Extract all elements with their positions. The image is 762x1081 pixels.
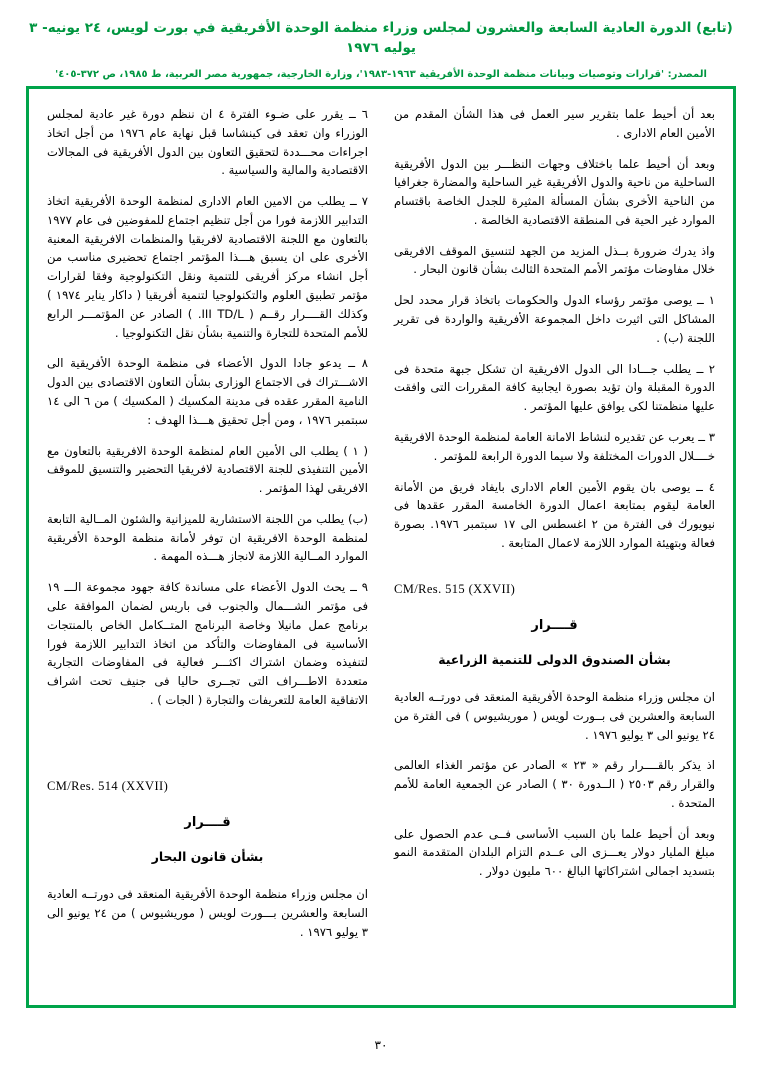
paragraph: (ب) يطلب من اللجنة الاستشارية للميزانية والشئون المــالية التابعة لمنظمة الوحدة الافريقية ان توفر لأمانة منظمة الوحدة الأفريقية الموارد المــالية اللازمة لانجاز هـــذه المهمة . <box>47 511 368 564</box>
resolution-id: CM/Res. 515 (XXVII) <box>394 581 516 596</box>
page-number: ٣٠ <box>374 1038 388 1052</box>
two-column-layout <box>29 89 733 1005</box>
resolution-subject: بشأن قانون البحار <box>151 848 264 864</box>
paragraph: ١ ــ يوصى مؤتمر رؤساء الدول والحكومات باتخاذ قرار محدد لحل المشاكل التى اثيرت داخل المجموعة الأفريقية والواردة فى تقرير اللجنة (ب) . <box>394 293 715 345</box>
paragraph: وبعد أن أحيط علما بان السبب الأساسى فــى عدم الحصول على مبلغ المليار دولار يعـــزى الى عــدم التزام البلدان المتقدمة النمو بتسديد اجمالى اشتراكاتها البالغ ٦٠٠ مليون دولار . <box>394 826 715 879</box>
paragraph: ان مجلس وزراء منظمة الوحدة الأفريقية المنعقد فى دورتــه العادية السابعة والعشرين فى بــورت لويس ( موريشيوس ) فى الفترة من ٢٤ يونيو الى ٣ يوليو ١٩٧٦ . <box>394 690 715 742</box>
paragraph: ٦ ــ يقرر على ضـوء الفترة ٤ ان ننظم دورة غير عادية لمجلس الوزراء وان تعقد فى كينشاسا قبل نهاية عام ١٩٧٦ من أجل اتخاذ اجراءات محـــددة لتحقيق التعاون بين الدول الأفريقية فى المجالات الاقتصادية والمالية والسياسية . <box>47 107 368 178</box>
paragraph: ٣ ــ يعرب عن تقديره لنشاط الامانة العامة لمنظمة الوحدة الافريقية خــــلال الدورات المختلفة ولا سيما الدورة الرابعة للمؤتمر . <box>394 429 715 463</box>
content-frame <box>26 86 736 1008</box>
right-column <box>394 105 715 993</box>
paragraph: وبعد أن أحيط علما باختلاف وجهات النظـــر بين الدول الأفريقية الساحلية من ناحية والدول الأفريقية غير الساحلية والمضارة جغرافيا من الناحية الأخرى بشأن المسألة المثيرة للجدل الخاصة باقتسام الموارد غير الحية فى المنطقة الاقتصادية الخالصة . <box>394 156 715 227</box>
paragraph: ٨ ــ يدعو جادا الدول الأعضاء فى منظمة الوحدة الأفريقية الى الاشـــتراك فى الاجتماع الوزارى بشأن التعاون الاقتصادى بين الدول النامية المقرر عقده فى مدينة المكسيك ( المكسيك ) من ٦ الى ١٤ سبتمبر ١٩٧٦ ، ومن أجل تحقيق هـــذا الهدف : <box>47 356 368 427</box>
paragraph: ان مجلس وزراء منظمة الوحدة الأفريقية المنعقد فى دورتــه العادية السابعة والعشرين بـــورت لويس ( موريشيوس ) من ٢٤ يونيو الى ٣ يوليو ١٩٧٦ . <box>47 887 368 939</box>
resolution-heading: قــــرار <box>184 814 231 830</box>
document-header <box>0 0 762 82</box>
paragraph: ٤ ــ يوصى بان يقوم الأمين العام الادارى بايفاد فريق من الأمانة العامة ليقوم بمتابعة اعمال الدورة الخامسة المقرر عقدها فى نيويورك فى الفترة من ٢ اغسطس الى ١٧ سبتمبر ١٩٧٦. بصورة فعالة وبتهيئة الموارد اللازمة لاعمال المتابعة . <box>394 479 715 550</box>
left-column <box>47 105 368 993</box>
paragraph: ( ١ ) يطلب الى الأمين العام لمنظمة الوحدة الافريقية بالتعاون مع الأمين التنفيذى للجنة الاقتصادية لافريقيا التحضير والتنسيق للموقف الافريقى لهذا المؤتمر . <box>47 443 368 496</box>
resolution-subject: بشأن الصندوق الدولى للتنمية الزراعية <box>438 651 671 667</box>
document-source-line: المصدر: 'قرارات وتوصيات وبيانات منظمة الوحدة الأفريقية ١٩٦٣-١٩٨٣'، وزارة الخارجية، جمهورية مصر العربية، ط ١٩٨٥، ص ٣٧٢-٤٠٥' <box>55 68 707 80</box>
paragraph: ٢ ــ يطلب جـــادا الى الدول الافريقية ان تشكل جبهة متحدة فى الدورة المقبلة وان تؤيد بصورة ايجابية كافة المقررات التى وافقت عليها منظمتنا لكى يوافق عليها المؤتمر . <box>394 361 715 414</box>
paragraph: واذ يدرك ضرورة بــذل المزيد من الجهد لتنسيق الموقف الافريقى خلال مفاوضات مؤتمر الأمم المتحدة الثالث بشأن قانون البحار . <box>394 243 715 277</box>
paragraph: بعد أن أحيط علما بتقرير سير العمل فى هذا الشأن المقدم من الأمين العام الادارى . <box>394 107 715 140</box>
resolution-heading: قــــرار <box>531 617 578 633</box>
resolution-id: CM/Res. 514 (XXVII) <box>47 778 169 793</box>
paragraph: ٧ ــ يطلب من الامين العام الادارى لمنظمة الوحدة الأفريقية اتخاذ التدابير اللازمة فورا من أجل تنظيم اجتماع للمفوضين فى عام ١٩٧٧ بالتعاون مع اللجنة الاقتصادية لافريقيا والمنظمات الافريقية المعنية الأخرى على ان يسبق هـــذا المؤتمر اجتماع تحضيرى مناسب من أجل انشاء مركز أفريقى للتنمية ونقل التكنولوجية وفقا لقرارات مؤتمر تطبيق العلوم والتكنولوجيا لتنمية أفريقيا ( داكار يناير ١٩٧٤ ) وكذلك القــــرار رقــم ( III TD/L. ) الصادر عن المؤتمـــر الرابع للأمم المتحدة للتجارة والتنمية بشأن نقل التكنولوجيا . <box>47 194 368 340</box>
column-spacer <box>47 724 368 750</box>
paragraph: اذ يذكر بالقــــرار رقم « ٢٣ » الصادر عن مؤتمر الغذاء العالمى والقرار رقم ٢٥٠٣ ( الــدورة ٣٠ ) الصادر عن الجمعية العامة للأمم المتحدة . <box>394 758 715 810</box>
document-title: (تابع) الدورة العادية السابعة والعشرون لمجلس وزراء منظمة الوحدة الأفريقية في بورت لويس، ٢٤ يونيه- ٣ يوليه ١٩٧٦ <box>29 20 733 57</box>
paragraph: ٩ ــ يحث الدول الأعضاء على مساندة كافة جهود مجموعة الـــ ١٩ فى مؤتمر الشـــمال والجنوب فى باريس لضمان الموافقة على برنامج عمل مانيلا وخاصة البرنامج المتــكامل الخاص بالمنتجات الأساسية فى المفاوضات والتأكد من اتخاذ التدابير اللازمة فورا لتنفيذه وضمان اشتراك اكثـــر فعالية فى المفاوضات التجارية متعددة الاطـــراف التى تجــرى حاليا فى جنيف تحت اشراف الاتفاقية العامة للتعريفات والتجارة ( الجات ) . <box>47 580 368 707</box>
